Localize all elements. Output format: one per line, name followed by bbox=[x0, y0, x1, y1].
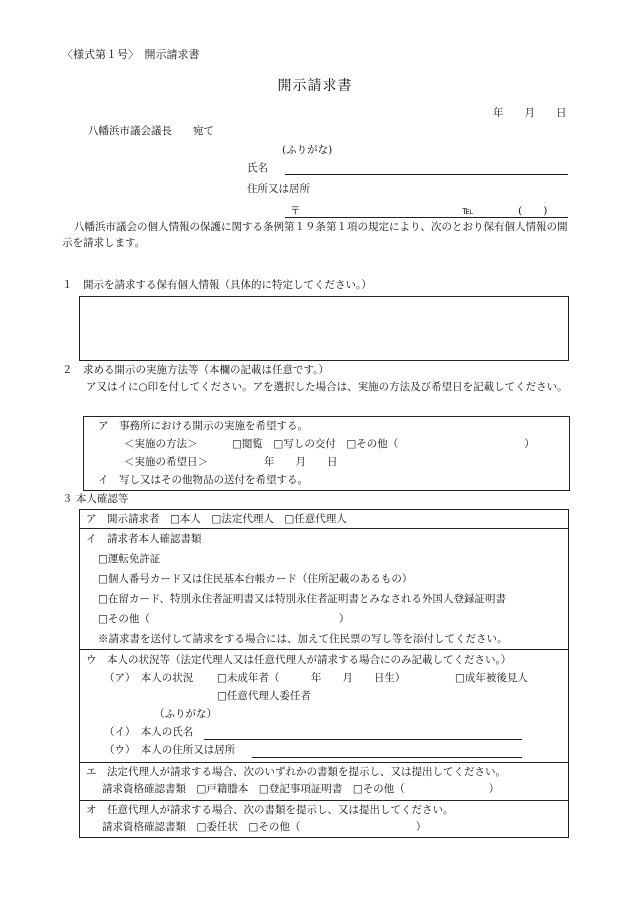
cell-i bbox=[80, 529, 568, 650]
legal-agent-title: エ 法定代理人が請求する場合、次のいずれかの書類を提示し、又は提出してください。 bbox=[86, 766, 506, 778]
voluntary-agent-docs[interactable]: 請求資格確認書類 □委任状 □その他（ ） bbox=[102, 821, 427, 833]
id-docs-title: イ 請求者本人確認書類 bbox=[86, 533, 202, 545]
principal-furigana: （ふりがな） bbox=[154, 708, 217, 720]
name-field-line[interactable] bbox=[285, 174, 568, 175]
cell-u bbox=[80, 650, 568, 763]
status-ward[interactable]: □成年被後見人 bbox=[455, 672, 528, 684]
legal-agent-docs[interactable]: 請求資格確認書類 □戸籍謄本 □登記事項証明書 □その他（ ） bbox=[102, 783, 500, 795]
cell-e bbox=[80, 763, 568, 801]
page-title: 開示請求書 bbox=[277, 78, 353, 94]
status-minor[interactable]: □未成年者（ 年 月 日生） bbox=[217, 672, 406, 684]
method-label: ＜実施の方法＞ bbox=[124, 438, 198, 450]
section3-heading: ３ 本人確認等 bbox=[62, 493, 129, 505]
section1-heading: １ 開示を請求する保有個人情報（具体的に特定してください。） bbox=[62, 279, 372, 291]
status-delegator[interactable]: □任意代理人委任者 bbox=[217, 690, 311, 702]
date-label: ＜実施の希望日＞ bbox=[124, 456, 208, 468]
desired-date[interactable]: 年 月 日 bbox=[264, 456, 338, 468]
tel-paren: ( ) bbox=[518, 205, 548, 217]
address-label: 住所又は居所 bbox=[247, 183, 310, 195]
principal-name-label: （イ） 本人の氏名 bbox=[104, 726, 194, 738]
section2-heading: ２ 求める開示の実施方法等（本欄の記載は任意です。） bbox=[62, 364, 329, 376]
requester-type[interactable]: ア 開示請求者 □本人 □法定代理人 □任意代理人 bbox=[86, 513, 347, 525]
principal-name-line[interactable] bbox=[204, 726, 522, 740]
date-field: 年 月 日 bbox=[493, 107, 567, 119]
section2-box bbox=[83, 416, 570, 491]
principal-address-line[interactable] bbox=[252, 744, 522, 758]
principal-address-label: （ウ） 本人の住所又は居所 bbox=[104, 744, 236, 756]
form-number: 〈様式第１号〉 開示請求書 bbox=[62, 48, 200, 61]
cell-o bbox=[80, 801, 568, 837]
identity-table bbox=[79, 509, 569, 838]
id-doc-item[interactable]: □運転免許証 bbox=[98, 553, 161, 565]
section2-instruction: ア又はイに○印を付してください。アを選択した場合は、実施の方法及び希望日を記載してください。 bbox=[86, 381, 568, 393]
method-options[interactable]: □閲覧 □写しの交付 □その他（ ） bbox=[232, 438, 535, 450]
furigana-label: (ふりがな) bbox=[282, 144, 333, 156]
principal-status-label: （ア） 本人の状況 bbox=[104, 672, 194, 684]
address-field-line[interactable] bbox=[285, 217, 568, 218]
addressee: 八幡浜市議会議長 宛て bbox=[88, 125, 214, 137]
option-i[interactable]: イ 写し又はその他物品の送付を希望する。 bbox=[98, 474, 308, 486]
mail-note: ※請求書を送付して請求をする場合には、加えて住民票の写し等を添付してください。 bbox=[98, 633, 508, 645]
voluntary-agent-title: オ 任意代理人が請求する場合、次の書類を提示し、又は提出してください。 bbox=[86, 804, 454, 816]
section1-input-box[interactable] bbox=[79, 296, 569, 361]
intro-text: 八幡浜市議会の個人情報の保護に関する条例第１９条第１項の規定により、次のとおり保有個人情報の開示を請求します。 bbox=[62, 221, 568, 250]
principal-status-title: ウ 本人の状況等（法定代理人又は任意代理人が請求する場合にのみ記載してください。） bbox=[86, 654, 512, 666]
cell-a bbox=[80, 510, 568, 529]
id-doc-item[interactable]: □個人番号カード又は住民基本台帳カード（住所記載のあるもの） bbox=[98, 573, 413, 585]
tel-mark: ℡ bbox=[462, 205, 474, 217]
id-doc-item[interactable]: □その他（ ） bbox=[98, 613, 350, 625]
option-a[interactable]: ア 事務所における開示の実施を希望する。 bbox=[98, 420, 308, 432]
postal-mark: 〒 bbox=[290, 205, 301, 217]
id-doc-item[interactable]: □在留カード、特別永住者証明書又は特別永住者証明書とみなされる外国人登録証明書 bbox=[98, 593, 506, 605]
name-label: 氏名 bbox=[247, 162, 268, 174]
